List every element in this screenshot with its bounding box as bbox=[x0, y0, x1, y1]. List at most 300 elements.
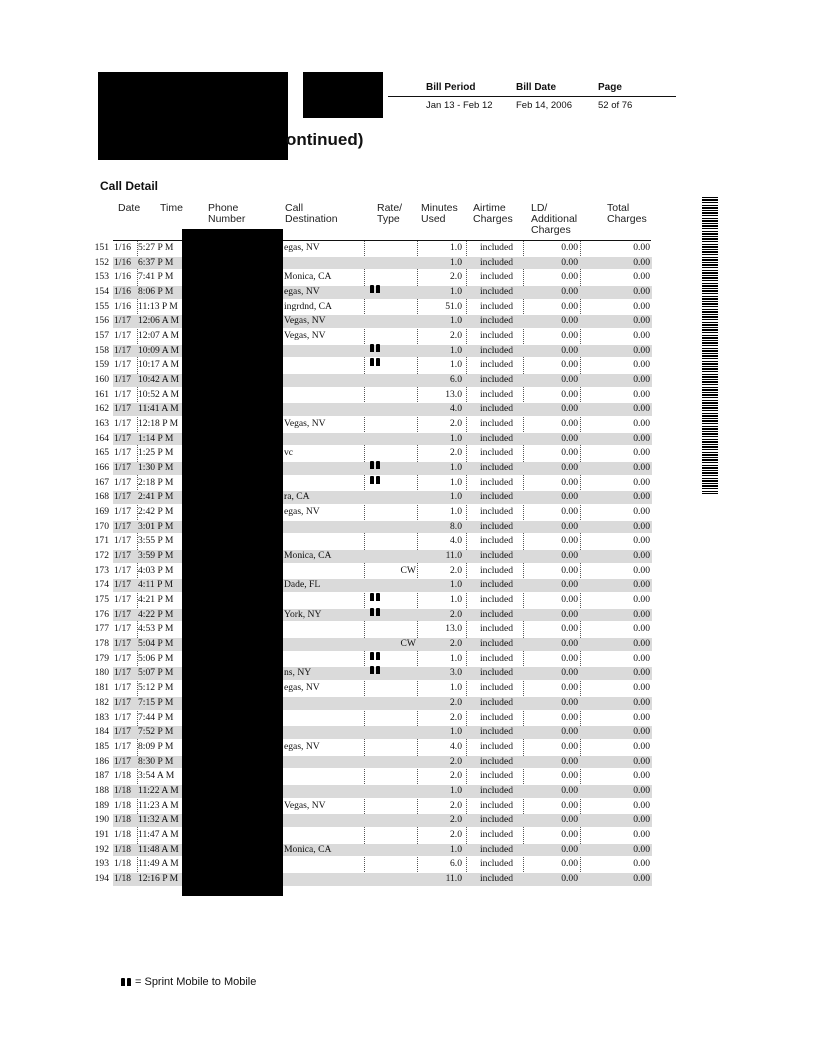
total-charges: 0.00 bbox=[633, 755, 650, 767]
row-number: 181 bbox=[94, 682, 109, 694]
call-date: 1/17 bbox=[114, 652, 132, 664]
minutes-used: 2.0 bbox=[450, 755, 462, 767]
row-number: 165 bbox=[94, 447, 109, 459]
minutes-used: 1.0 bbox=[450, 594, 462, 606]
row-number: 162 bbox=[94, 403, 109, 415]
row-number: 156 bbox=[94, 315, 109, 327]
call-destination: ra, CA bbox=[284, 491, 310, 503]
minutes-used: 1.0 bbox=[450, 682, 462, 694]
col-date: Date bbox=[118, 202, 141, 214]
airtime-charges: included bbox=[480, 696, 514, 708]
total-charges: 0.00 bbox=[633, 330, 650, 342]
row-number: 192 bbox=[94, 843, 109, 855]
mobile-to-mobile-icon bbox=[370, 358, 381, 366]
ld-charges: 0.00 bbox=[561, 344, 578, 356]
airtime-charges: included bbox=[480, 740, 514, 752]
call-date: 1/16 bbox=[114, 300, 132, 312]
call-date: 1/17 bbox=[114, 696, 132, 708]
mobile-to-mobile-icon bbox=[370, 652, 381, 660]
bill-date-value: Feb 14, 2006 bbox=[516, 100, 572, 111]
table-row bbox=[88, 388, 652, 403]
ld-charges: 0.00 bbox=[561, 242, 578, 253]
call-time: 6:37 P M bbox=[138, 256, 174, 268]
call-date: 1/16 bbox=[114, 271, 132, 283]
call-destination: ingrdnd, CA bbox=[284, 300, 332, 312]
call-time: 5:07 P M bbox=[138, 667, 174, 679]
call-destination: Dade, FL bbox=[284, 579, 321, 591]
airtime-charges: included bbox=[480, 638, 514, 650]
total-charges: 0.00 bbox=[633, 652, 650, 664]
call-time: 3:01 P M bbox=[138, 520, 174, 532]
minutes-used: 2.0 bbox=[450, 799, 462, 811]
col-airtime: Airtime Charges bbox=[473, 202, 513, 225]
total-charges: 0.00 bbox=[633, 623, 650, 635]
table-row bbox=[88, 725, 652, 740]
mobile-to-mobile-icon bbox=[370, 593, 381, 601]
call-date: 1/17 bbox=[114, 432, 132, 444]
airtime-charges: included bbox=[480, 403, 514, 415]
call-date: 1/17 bbox=[114, 491, 132, 503]
total-charges: 0.00 bbox=[633, 535, 650, 547]
minutes-used: 1.0 bbox=[450, 242, 462, 253]
airtime-charges: included bbox=[480, 784, 514, 796]
ld-charges: 0.00 bbox=[561, 462, 578, 474]
total-charges: 0.00 bbox=[633, 300, 650, 312]
row-number: 164 bbox=[94, 432, 109, 444]
row-number: 187 bbox=[94, 770, 109, 782]
airtime-charges: included bbox=[480, 770, 514, 782]
call-date: 1/17 bbox=[114, 330, 132, 342]
row-number: 171 bbox=[94, 535, 109, 547]
call-destination: Vegas, NV bbox=[284, 799, 326, 811]
row-number: 161 bbox=[94, 388, 109, 400]
total-charges: 0.00 bbox=[633, 828, 650, 840]
rate-type: CW bbox=[400, 564, 416, 576]
row-number: 182 bbox=[94, 696, 109, 708]
minutes-used: 1.0 bbox=[450, 344, 462, 356]
total-charges: 0.00 bbox=[633, 476, 650, 488]
ld-charges: 0.00 bbox=[561, 359, 578, 371]
table-row bbox=[88, 270, 652, 285]
call-time: 4:53 P M bbox=[138, 623, 174, 635]
table-row bbox=[88, 813, 652, 828]
col-destination: Call Destination bbox=[285, 202, 338, 225]
page-value: 52 of 76 bbox=[598, 100, 633, 111]
call-time: 10:17 A M bbox=[138, 359, 180, 371]
row-number: 183 bbox=[94, 711, 109, 723]
ld-charges: 0.00 bbox=[561, 784, 578, 796]
table-row bbox=[88, 549, 652, 564]
table-row bbox=[88, 476, 652, 491]
ld-charges: 0.00 bbox=[561, 418, 578, 430]
row-number: 194 bbox=[94, 872, 109, 884]
total-charges: 0.00 bbox=[633, 432, 650, 444]
call-time: 1:14 P M bbox=[138, 432, 174, 444]
ld-charges: 0.00 bbox=[561, 843, 578, 855]
airtime-charges: included bbox=[480, 256, 514, 268]
table-row bbox=[88, 593, 652, 608]
total-charges: 0.00 bbox=[633, 770, 650, 782]
ld-charges: 0.00 bbox=[561, 726, 578, 738]
ld-charges: 0.00 bbox=[561, 256, 578, 268]
call-time: 3:59 P M bbox=[138, 550, 174, 562]
mobile-to-mobile-icon bbox=[370, 608, 381, 616]
redaction-block-left bbox=[98, 72, 288, 160]
total-charges: 0.00 bbox=[633, 564, 650, 576]
row-number: 177 bbox=[94, 623, 109, 635]
row-number: 154 bbox=[94, 286, 109, 298]
table-row bbox=[88, 505, 652, 520]
row-number: 189 bbox=[94, 799, 109, 811]
call-date: 1/17 bbox=[114, 667, 132, 679]
call-destination: Monica, CA bbox=[284, 843, 332, 855]
table-row bbox=[88, 652, 652, 667]
call-time: 7:44 P M bbox=[138, 711, 174, 723]
call-time: 5:27 P M bbox=[138, 242, 174, 253]
row-number: 159 bbox=[94, 359, 109, 371]
minutes-used: 2.0 bbox=[450, 828, 462, 840]
minutes-used: 1.0 bbox=[450, 506, 462, 518]
call-date: 1/17 bbox=[114, 315, 132, 327]
table-row bbox=[88, 681, 652, 696]
airtime-charges: included bbox=[480, 286, 514, 298]
table-row bbox=[88, 314, 652, 329]
call-date: 1/17 bbox=[114, 682, 132, 694]
airtime-charges: included bbox=[480, 652, 514, 664]
call-detail-table bbox=[88, 241, 652, 887]
minutes-used: 8.0 bbox=[450, 520, 462, 532]
call-time: 8:30 P M bbox=[138, 755, 174, 767]
airtime-charges: included bbox=[480, 476, 514, 488]
ld-charges: 0.00 bbox=[561, 300, 578, 312]
total-charges: 0.00 bbox=[633, 784, 650, 796]
ld-charges: 0.00 bbox=[561, 667, 578, 679]
page-label: Page bbox=[598, 82, 622, 93]
row-number: 180 bbox=[94, 667, 109, 679]
table-row bbox=[88, 666, 652, 681]
airtime-charges: included bbox=[480, 271, 514, 283]
call-date: 1/17 bbox=[114, 506, 132, 518]
call-time: 10:42 A M bbox=[138, 374, 180, 386]
total-charges: 0.00 bbox=[633, 491, 650, 503]
table-row bbox=[88, 843, 652, 858]
minutes-used: 1.0 bbox=[450, 256, 462, 268]
call-time: 8:09 P M bbox=[138, 740, 174, 752]
table-row bbox=[88, 241, 652, 256]
total-charges: 0.00 bbox=[633, 579, 650, 591]
ld-charges: 0.00 bbox=[561, 711, 578, 723]
total-charges: 0.00 bbox=[633, 403, 650, 415]
airtime-charges: included bbox=[480, 506, 514, 518]
call-time: 1:30 P M bbox=[138, 462, 174, 474]
total-charges: 0.00 bbox=[633, 799, 650, 811]
table-row bbox=[88, 490, 652, 505]
table-row bbox=[88, 711, 652, 726]
table-row bbox=[88, 769, 652, 784]
minutes-used: 1.0 bbox=[450, 652, 462, 664]
row-number: 185 bbox=[94, 740, 109, 752]
call-time: 12:07 A M bbox=[138, 330, 180, 342]
call-time: 11:41 A M bbox=[138, 403, 179, 415]
call-time: 2:18 P M bbox=[138, 476, 174, 488]
call-destination: Monica, CA bbox=[284, 550, 332, 562]
airtime-charges: included bbox=[480, 344, 514, 356]
call-time: 7:52 P M bbox=[138, 726, 174, 738]
table-row bbox=[88, 461, 652, 476]
airtime-charges: included bbox=[480, 462, 514, 474]
table-row bbox=[88, 564, 652, 579]
total-charges: 0.00 bbox=[633, 682, 650, 694]
ld-charges: 0.00 bbox=[561, 623, 578, 635]
row-number: 188 bbox=[94, 784, 109, 796]
minutes-used: 1.0 bbox=[450, 843, 462, 855]
redaction-phone-column bbox=[182, 229, 283, 896]
call-date: 1/18 bbox=[114, 872, 132, 884]
minutes-used: 51.0 bbox=[445, 300, 462, 312]
call-time: 11:32 A M bbox=[138, 814, 179, 826]
total-charges: 0.00 bbox=[633, 872, 650, 884]
call-time: 11:47 A M bbox=[138, 828, 179, 840]
call-time: 1:25 P M bbox=[138, 447, 174, 459]
total-charges: 0.00 bbox=[633, 520, 650, 532]
call-time: 11:48 A M bbox=[138, 843, 179, 855]
call-date: 1/17 bbox=[114, 388, 132, 400]
call-date: 1/16 bbox=[114, 286, 132, 298]
row-number: 172 bbox=[94, 550, 109, 562]
row-number: 158 bbox=[94, 344, 109, 356]
call-destination: egas, NV bbox=[284, 740, 320, 752]
call-date: 1/18 bbox=[114, 814, 132, 826]
row-number: 173 bbox=[94, 564, 109, 576]
airtime-charges: included bbox=[480, 726, 514, 738]
ld-charges: 0.00 bbox=[561, 682, 578, 694]
mobile-to-mobile-icon bbox=[370, 344, 381, 352]
airtime-charges: included bbox=[480, 711, 514, 723]
minutes-used: 2.0 bbox=[450, 330, 462, 342]
minutes-used: 1.0 bbox=[450, 315, 462, 327]
row-number: 176 bbox=[94, 608, 109, 620]
call-destination: York, NY bbox=[284, 608, 322, 620]
call-date: 1/17 bbox=[114, 374, 132, 386]
call-date: 1/17 bbox=[114, 740, 132, 752]
call-time: 11:13 P M bbox=[138, 300, 178, 312]
call-time: 8:06 P M bbox=[138, 286, 174, 298]
row-number: 157 bbox=[94, 330, 109, 342]
airtime-charges: included bbox=[480, 564, 514, 576]
minutes-used: 1.0 bbox=[450, 784, 462, 796]
ld-charges: 0.00 bbox=[561, 638, 578, 650]
airtime-charges: included bbox=[480, 814, 514, 826]
ld-charges: 0.00 bbox=[561, 388, 578, 400]
call-date: 1/17 bbox=[114, 535, 132, 547]
row-number: 191 bbox=[94, 828, 109, 840]
call-destination: egas, NV bbox=[284, 242, 320, 253]
airtime-charges: included bbox=[480, 535, 514, 547]
call-time: 2:42 P M bbox=[138, 506, 174, 518]
ld-charges: 0.00 bbox=[561, 432, 578, 444]
airtime-charges: included bbox=[480, 315, 514, 327]
minutes-used: 6.0 bbox=[450, 858, 462, 870]
ld-charges: 0.00 bbox=[561, 286, 578, 298]
bill-period-value: Jan 13 - Feb 12 bbox=[426, 100, 493, 111]
call-time: 4:22 P M bbox=[138, 608, 174, 620]
minutes-used: 4.0 bbox=[450, 535, 462, 547]
total-charges: 0.00 bbox=[633, 344, 650, 356]
total-charges: 0.00 bbox=[633, 696, 650, 708]
row-number: 169 bbox=[94, 506, 109, 518]
mobile-to-mobile-icon bbox=[370, 666, 381, 674]
call-time: 2:41 P M bbox=[138, 491, 174, 503]
row-number: 166 bbox=[94, 462, 109, 474]
table-row bbox=[88, 696, 652, 711]
ld-charges: 0.00 bbox=[561, 740, 578, 752]
call-date: 1/17 bbox=[114, 550, 132, 562]
ld-charges: 0.00 bbox=[561, 799, 578, 811]
airtime-charges: included bbox=[480, 682, 514, 694]
call-date: 1/17 bbox=[114, 344, 132, 356]
row-number: 179 bbox=[94, 652, 109, 664]
call-destination: ns, NY bbox=[284, 667, 312, 679]
col-ld: LD/ Additional Charges bbox=[531, 202, 578, 236]
call-date: 1/17 bbox=[114, 638, 132, 650]
call-date: 1/17 bbox=[114, 462, 132, 474]
airtime-charges: included bbox=[480, 799, 514, 811]
row-number: 151 bbox=[94, 242, 109, 253]
airtime-charges: included bbox=[480, 667, 514, 679]
airtime-charges: included bbox=[480, 388, 514, 400]
call-time: 4:03 P M bbox=[138, 564, 174, 576]
ld-charges: 0.00 bbox=[561, 271, 578, 283]
ld-charges: 0.00 bbox=[561, 506, 578, 518]
ld-charges: 0.00 bbox=[561, 550, 578, 562]
call-time: 5:12 P M bbox=[138, 682, 174, 694]
row-number: 170 bbox=[94, 520, 109, 532]
minutes-used: 2.0 bbox=[450, 711, 462, 723]
call-date: 1/18 bbox=[114, 784, 132, 796]
minutes-used: 2.0 bbox=[450, 770, 462, 782]
airtime-charges: included bbox=[480, 374, 514, 386]
table-row bbox=[88, 755, 652, 770]
table-row bbox=[88, 358, 652, 373]
minutes-used: 1.0 bbox=[450, 476, 462, 488]
call-date: 1/18 bbox=[114, 843, 132, 855]
minutes-used: 2.0 bbox=[450, 814, 462, 826]
ld-charges: 0.00 bbox=[561, 447, 578, 459]
row-number: 186 bbox=[94, 755, 109, 767]
total-charges: 0.00 bbox=[633, 286, 650, 298]
airtime-charges: included bbox=[480, 579, 514, 591]
minutes-used: 1.0 bbox=[450, 286, 462, 298]
table-row bbox=[88, 417, 652, 432]
airtime-charges: included bbox=[480, 242, 514, 253]
ld-charges: 0.00 bbox=[561, 608, 578, 620]
call-destination: egas, NV bbox=[284, 506, 320, 518]
minutes-used: 2.0 bbox=[450, 638, 462, 650]
minutes-used: 1.0 bbox=[450, 579, 462, 591]
table-row bbox=[88, 637, 652, 652]
table-row bbox=[88, 285, 652, 300]
table-row bbox=[88, 740, 652, 755]
call-date: 1/16 bbox=[114, 256, 132, 268]
call-destination: Vegas, NV bbox=[284, 330, 326, 342]
table-row bbox=[88, 622, 652, 637]
call-time: 11:49 A M bbox=[138, 858, 179, 870]
header-rule bbox=[388, 96, 676, 97]
ld-charges: 0.00 bbox=[561, 814, 578, 826]
legend bbox=[121, 976, 256, 988]
call-time: 12:06 A M bbox=[138, 315, 180, 327]
call-time: 10:52 A M bbox=[138, 388, 180, 400]
ld-charges: 0.00 bbox=[561, 476, 578, 488]
ld-charges: 0.00 bbox=[561, 652, 578, 664]
call-time: 4:21 P M bbox=[138, 594, 174, 606]
col-total: Total Charges bbox=[607, 202, 647, 225]
ld-charges: 0.00 bbox=[561, 872, 578, 884]
row-number: 152 bbox=[94, 256, 109, 268]
rate-type: CW bbox=[400, 638, 416, 650]
call-date: 1/18 bbox=[114, 828, 132, 840]
total-charges: 0.00 bbox=[633, 359, 650, 371]
ld-charges: 0.00 bbox=[561, 828, 578, 840]
minutes-used: 3.0 bbox=[450, 667, 462, 679]
call-time: 4:11 P M bbox=[138, 579, 174, 591]
row-number: 178 bbox=[94, 638, 109, 650]
total-charges: 0.00 bbox=[633, 858, 650, 870]
call-date: 1/17 bbox=[114, 520, 132, 532]
total-charges: 0.00 bbox=[633, 242, 650, 253]
table-row bbox=[88, 608, 652, 623]
total-charges: 0.00 bbox=[633, 462, 650, 474]
row-number: 174 bbox=[94, 579, 109, 591]
call-date: 1/17 bbox=[114, 579, 132, 591]
mobile-to-mobile-icon bbox=[370, 461, 381, 469]
call-date: 1/17 bbox=[114, 608, 132, 620]
airtime-charges: included bbox=[480, 623, 514, 635]
minutes-used: 13.0 bbox=[445, 623, 462, 635]
table-row bbox=[88, 402, 652, 417]
row-number: 175 bbox=[94, 594, 109, 606]
airtime-charges: included bbox=[480, 432, 514, 444]
call-destination: egas, NV bbox=[284, 286, 320, 298]
ld-charges: 0.00 bbox=[561, 594, 578, 606]
total-charges: 0.00 bbox=[633, 271, 650, 283]
row-number: 167 bbox=[94, 476, 109, 488]
table-row bbox=[88, 446, 652, 461]
airtime-charges: included bbox=[480, 755, 514, 767]
redaction-block-top bbox=[303, 72, 383, 118]
minutes-used: 1.0 bbox=[450, 462, 462, 474]
table-row bbox=[88, 534, 652, 549]
table-row bbox=[88, 432, 652, 447]
ld-charges: 0.00 bbox=[561, 858, 578, 870]
total-charges: 0.00 bbox=[633, 726, 650, 738]
minutes-used: 2.0 bbox=[450, 418, 462, 430]
col-time: Time bbox=[160, 202, 183, 214]
total-charges: 0.00 bbox=[633, 447, 650, 459]
call-date: 1/17 bbox=[114, 711, 132, 723]
row-number: 155 bbox=[94, 300, 109, 312]
airtime-charges: included bbox=[480, 858, 514, 870]
table-row bbox=[88, 256, 652, 271]
call-date: 1/18 bbox=[114, 799, 132, 811]
ld-charges: 0.00 bbox=[561, 770, 578, 782]
call-date: 1/18 bbox=[114, 770, 132, 782]
total-charges: 0.00 bbox=[633, 256, 650, 268]
airtime-charges: included bbox=[480, 330, 514, 342]
minutes-used: 2.0 bbox=[450, 447, 462, 459]
total-charges: 0.00 bbox=[633, 843, 650, 855]
table-row bbox=[88, 857, 652, 872]
